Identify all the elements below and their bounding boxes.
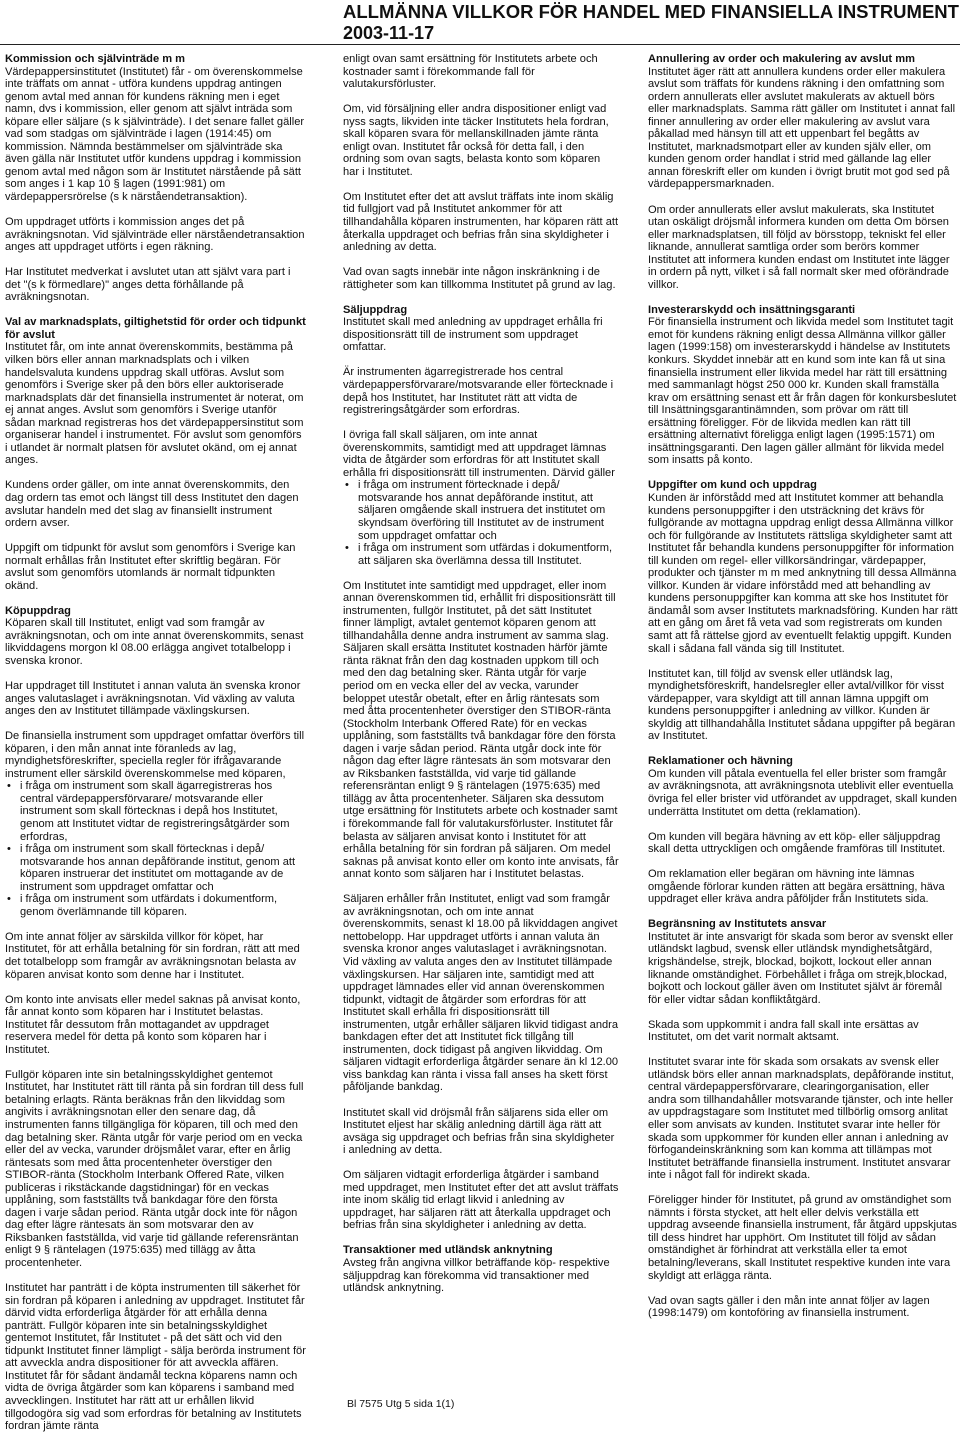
text-block: [5, 316, 307, 467]
text-block: [648, 918, 958, 1006]
text-block: [343, 103, 619, 178]
document-title: ALLMÄNNA VILLKOR FÖR HANDEL MED FINANSIELLA INSTRUMENT: [343, 1, 959, 22]
paragraph: Institutet har panträtt i de köpta instrumenten till säkerhet för sin fordran på köparen i anledning av uppdraget. Institutet får därvid vidta erforderliga åtgärder för att erhålla denna panträtt. Fullgör köparen inte sin betalningsskyldighet gentemot Institutet, får Institutet - på det sätt och vid den tidpunkt Institutet finner lämpligt - sälja berörda instrument för att avveckla andra dispositioner för att avveckla affären. Institutet får för sådant ändamål teckna köparens namn och vidta de övriga åtgärder som kan köparens i samband med avvecklingen. Institutet har rätt att ur erhållen likvid tillgodogöra sig vad som erfordras för betalning av Institutets fordran jämte ränta: [5, 1282, 306, 1433]
document-date: 2003-11-17: [343, 23, 435, 43]
section-heading: Transaktioner med utländsk anknytning: [343, 1244, 553, 1257]
paragraph: Om kunden vill påtala eventuella fel eller brister som framgår av avräkningsnota, att avräkningsnota uteblivit eller eventuella övriga fel eller brister vid utförandet av uppdraget, skall kunden underrätta Institutet om detta (reklamation).: [648, 767, 957, 818]
text-block: [343, 266, 619, 291]
paragraph: Har uppdraget till Institutet i annan valuta än svenska kronor anges valutaslaget i avräkningsnotan. Vid växling av valuta anges den av Institutet tillämpade växlingskursen.: [5, 680, 301, 718]
paragraph: Institutet är inte ansvarigt för skada som beror av svenskt eller utländskt lagbud, svensk eller utländsk myndighetsåtgärd, krigshändelse, strejk, blockad, bojkott, lockout eller annan liknande omständighet. Förbehållet i fråga om strejk,blockad, bojkott och lockout gäller även om Institutet självt är föremål för eller vidtar sådan konfliktåtgärd.: [648, 930, 954, 1006]
paragraph: Är instrumenten ägarregistrerade hos central värdepappersförvarare/motsvarande eller förtecknade i depå hos Institutet, har Institutet rätt att vidta de registreringsåtgärder som erfordras.: [343, 366, 614, 417]
section-heading: Val av marknadsplats, giltighetstid för order och tidpunkt för avslut: [5, 316, 306, 341]
paragraph: Institutet skall med anledning av uppdraget erhålla fri dispositionsrätt till de instrument som uppdraget omfattar.: [343, 316, 603, 354]
text-block: [5, 266, 307, 304]
paragraph: Om kunden vill begära hävning av ett köp- eller säljuppdrag skall detta uttryckligen och omgående framföras till Institutet.: [648, 830, 946, 856]
paragraph: Om, vid försäljning eller andra dispositioner enligt vad nyss sagts, likviden inte täcker Institutets hela fordran, skall köparen svara för mellanskillnaden jämte ränta enligt ovan. Institutet får också för detta fall, i den ordning som ovan sagts, belasta konto som köparen har i Institutet.: [343, 103, 609, 178]
paragraph: Om order annullerats eller avslut makulerats, ska Institutet utan oskäligt dröjsmål informera kunden om detta Om börsen eller marknadsplatsen, till följd av börsstopp, tekniskt fel eller liknande, annullerat samtliga order som berörs kommer Institutet att informera kunden endast om Institutet inte lägger in ordern på nytt, vilket i så fall normalt sker med oförändrade villkor.: [648, 203, 950, 291]
document-header: [343, 1, 959, 44]
paragraph: Säljaren erhåller från Institutet, enligt vad som framgår av avräkningsnotan, och om inte annat överenskommits, senast kl 18.00 på likviddagen angivet nettobelopp. Har uppdraget utförts i annan valuta än svenska kronor anges valutaslaget i avräkningsnotan. Vid växling av valuta anges den av Institutet tillämpade växlingskursen. Har säljaren inte, samtidigt med att uppdraget lämnades eller vid annan överenskommen tidpunkt, vidtagit de åtgärder som erfordras för att Institutet skall erhålla fri dispositionsrätt till instrumenten, utgår erhåller säljaren likvid tidigast andra bankdagen efter det att Institutet fick tillgång till instrumenten, dock tidigast på angiven likviddag. Om säljaren vidtagit erforderliga åtgärder senare än kl 12.00 viss bankdag kan ränta i vissa fall anses ha skett först påföljande bankdag.: [343, 893, 619, 1094]
text-block: [648, 304, 958, 467]
paragraph: enligt ovan samt ersättning för Institutets arbete och kostnader samt i förekommande fall för valutakursförluster.: [343, 53, 598, 91]
section-heading: Investerarskydd och insättningsgaranti: [648, 303, 856, 316]
paragraph: Har Institutet medverkat i avslutet utan att självt vara part i det "(s k förmedlare)" anges detta förhållande på avräkningsnotan.: [5, 266, 291, 304]
text-block: [648, 1019, 958, 1044]
text-block: [648, 479, 958, 655]
paragraph: Skada som uppkommit i andra fall skall inte ersättas av Institutet, om det varit normalt aktsamt.: [648, 1018, 919, 1044]
paragraph: Om säljaren vidtagit erforderliga åtgärder i samband med uppdraget, men Institutet efter det att avslut träffats inte inom skälig tid erlagt likvid i anledning av uppdraget, har säljaren rätt att återkalla uppdraget och befrias från sina skyldigheter i anledning av detta.: [343, 1169, 619, 1232]
text-block: [343, 191, 619, 254]
form-number-footer: Bl 7575 Utg 5 sida 1(1): [347, 1398, 455, 1410]
paragraph: Föreligger hinder för Institutet, på grund av omständighet som nämnts i första stycket, att helt eller delvis verkställa ett uppdrag avseende finansiella instrument, får åtgärd uppskjutas till dess hindret har upphört. Om Institutet till följd av sådan omständighet är förhindrat att verkställa eller ta emot betalning/leverans, skall Institutet respektive kunden inte vara skyldigt att erlägga ränta.: [648, 1194, 957, 1282]
paragraph: Fullgör köparen inte sin betalningsskyldighet gentemot Institutet, har Institutet rätt till ränta på sin fordran till dess full betalning erlagts. Ränta beräknas från den likviddag som angivits i avräkningsnotan eller den senare dag, då instrumenten fanns tillgängliga för köparen, till och med den dag betalning sker. Ränta utgår för varje period om en vecka eller del av vecka, varunder dröjsmålet varar, efter en årlig räntesats som med åtta procentenheter överstiger den STIBOR-ränta (Stockholm Interbank Offered Rate, vilken publiceras i rikstäckande dagstidningar) för en veckas upplåning, som fastställts två bankdagar före den första dagen i varje sådan period. Ränta utgår dock inte för någon dag efter lägre räntesats än som motsvarar den av Riksbanken fastställda, vid varje tid gällande referensräntan enligt 9 § räntelagen (1975:635) med tillägg av åtta procentenheter.: [5, 1068, 304, 1269]
section-heading: Uppgifter om kund och uppdrag: [648, 479, 817, 492]
bullet-item: • i fråga om instrument som utfärdats i dokumentform, genom överlämnande till köparen.: [5, 893, 307, 918]
text-block: [343, 1107, 619, 1157]
bullet-item: • i fråga om instrument som utfärdas i dokumentform, att säljaren ska överlämna dessa till Institutet.: [343, 542, 619, 567]
bullet-item: • i fråga om instrument som skall förtecknas i depå/ motsvarande hos annan depåförande institut, genom att köparen instruerar det institutet om mottagande av de instrument som uppdraget omfattar och: [5, 843, 307, 893]
text-block: [648, 1295, 958, 1320]
paragraph: Institutet svarar inte för skada som orsakats av svensk eller utländsk börs eller annan marknadsplats, depåförande institut, central värdepappersförvarare, clearingorganisation, eller andra som tillhandahåller motsvarande tjänster, och inte heller av uppdragstagare som Institutet med tillbörlig omsorg anlitat eller som anvisats av kunden. Institutet svarar inte heller för skada som uppkommer för kunden eller annan i anledning av förfogandeinskränkning som kan komma att tillämpas mot Institutet beträffande finansiella instrument. Institutet ansvarar inte i något fall för indirekt skada.: [648, 1056, 954, 1182]
text-block: [648, 204, 958, 292]
text-block: [5, 605, 307, 668]
paragraph: I övriga fall skall säljaren, om inte annat överenskommits, samtidigt med att uppdraget lämnas vidta de åtgärder som erfordras för att Institutet skall erhålla fri dispositionsrätt till instrumenten. Därvid gäller: [343, 429, 615, 479]
paragraph: För finansiella instrument och likvida medel som Institutet tagit emot för kundens räkning enligt dessa Allmänna villkor gäller lagen (1999:158) om investerarskydd i händelse av Institutets konkurs. Skyddet innebär att en kund som inte kan få ut sina finansiella instrument eller likvida medel har rätt till ersättning med sammanlagt högst 250 000 kr. Kunden skall framställa krav om ersättning senast ett år från dagen för konkursbeslutet till Insättningsgarantinämnden, som prövar om rätt till ersättning föreligger. För de likvida medlen kan rätt till ersättning alternativt föreligga enligt lagen (1995:1571) om insättningsgaranti. Den lagen gäller allmänt för likvida medel som insatts på konto.: [648, 316, 957, 467]
paragraph: Vad ovan sagts gäller i den mån inte annat följer av lagen (1998:1479) om kontoföring av finansiella instrument.: [648, 1294, 930, 1320]
bullet-item: • i fråga om instrument förtecknade i depå/ motsvarande hos annat depåförande institut, att säljaren omgående skall instruera det institutet om skyndsam överföring till Institutet av de instrument som uppdraget omfattar och: [343, 479, 619, 542]
text-block: [5, 53, 307, 204]
text-block: [648, 831, 958, 856]
text-block: [343, 429, 619, 567]
paragraph: Institutet får, om inte annat överenskommits, bestämma på vilken börs eller annan marknadsplats och i vilken handelsvaluta kundens uppdrag skall utföras. Avslut som genomförs i Sverige sker på den börs eller auktoriserade marknadsplats där det finansiella instrumentet är noterat, om ej annat anges. Avslut som genomförs i Sverige utanför sådan marknad registreras hos det värdepappersinstitut som organiserar handel i instrumentet. För avslut som genomförs i utlandet är normalt platsen för avslutet okänd, om ej annat anges.: [5, 341, 304, 467]
text-block: [5, 216, 307, 254]
paragraph: Uppgift om tidpunkt för avslut som genomförs i Sverige kan normalt erhållas från Institutet efter skriftlig begäran. För avslut som genomförs utomlands är normalt tidpunkten okänd.: [5, 542, 296, 592]
text-block: [648, 1056, 958, 1181]
header-rule: [0, 44, 960, 45]
text-block: [343, 366, 619, 416]
text-column-1: [5, 53, 307, 1433]
paragraph: Om Institutet inte samtidigt med uppdraget, eller inom annan överenskommen tid, erhållit fri dispositionsrätt till instrumenten, fullgör Institutet, på det sätt Institutet finner lämpligt, avtalet gentemot köparen genom att tillhandahålla denne andra instrument av samma slag. Säljaren skall ersätta Institutet kostnaden härför jämte ränta räknat från den dag kostnaden uppkom till och med den dag betalning sker. Ränta utgår för varje period om en vecka eller del av vecka, varunder beloppet utestår obetalt, efter en årlig räntesats som med åtta procentenheter överstiger den STIBOR-ränta (Stockholm Interbank Offered Rate) för en veckas upplåning, som fastställts två bankdagar före den första dagen i varje sådan period. Ränta utgår dock inte för någon dag efter lägre räntesats än som motsvarar den av Riksbanken fastställda, vid varje tid gällande referensräntan enligt 9 § räntelagen (1975:635) med tillägg av åtta procentenheter. Säljaren ska dessutom utge ersättning för Institutets arbete och kostnader samt i förekommande fall för valutakursförluster. Institutet får belasta av säljaren anvisat konto i Institutet för att erhålla betalning för sin fordran på säljaren. Om medel saknas på anvisat konto eller om konto inte anvisats, får annat konto som säljaren har i Institutet belastas.: [343, 579, 619, 881]
text-block: [5, 1069, 307, 1270]
section-heading: Reklamationer och hävning: [648, 755, 793, 768]
paragraph: De finansiella instrument som uppdraget omfattar överförs till köparen, i den mån annat inte föranleds av lag, myndighetsföreskrifter, speciella regler för ifrågavarande instrument eller särskild överenskommelse med köparen,: [5, 730, 305, 780]
paragraph: Värdepappersinstitutet (Institutet) får - om överenskommelse inte träffats om annat - utföra kundens uppdrag antingen genom avtal med annan för kundens räkning men i eget namn, dvs i kommission, eller genom att självt inträda som köpare eller säljare (s k självinträde). I det senare fallet gäller vad som stadgas om självinträde i lagen (1914:45) om kommission. Nämnda bestämmelser om självinträde ska även gälla när Institutet utför kundens uppdrag i kommission genom avtal med någon som är Institutet närstående på sätt som anges i 1 kap 10 § lagen (1991:981) om värdepappersrörelse (s k närståendetransaktion).: [5, 65, 305, 204]
bullet-list: [5, 780, 307, 918]
text-block: [5, 994, 307, 1057]
paragraph: Om inte annat följer av särskilda villkor för köpet, har Institutet, för att erhålla betalning för sin fordran, rätt att med det totalbelopp som framgår av avräkningsnotan belasta av köparen anvisat konto som denne har i Institutet.: [5, 930, 300, 981]
text-block: [5, 542, 307, 592]
paragraph: Institutet skall vid dröjsmål från säljarens sida eller om Institutet eljest har skälig anledning därtill äga rätt att avsäga sig uppdraget och befrias från sina skyldigheter i anledning av detta.: [343, 1106, 615, 1157]
text-block: [343, 53, 619, 91]
text-block: [343, 304, 619, 354]
text-block: [648, 53, 958, 191]
paragraph: Om uppdraget utförts i kommission anges det på avräkningsnotan. Vid självinträde eller närståendetransaktion anges att uppdraget utförts i egen räkning.: [5, 216, 305, 254]
text-block: [343, 1244, 619, 1294]
paragraph: Institutet äger rätt att annullera kundens order eller makulera avslut som träffats för kundens räkning i den omfattning som ordern annullerats eller avslutet makulerats av aktuell börs eller marknadsplats. Samma rätt gäller om Institutet i annat fall finner annullering av order eller makulering av avslut vara påkallad med hänsyn till att ett uppenbart fel begåtts av Institutet, marknadsmotpart eller av kunden själv eller, om kunden genom order handlat i strid med gällande lag eller annan föreskrift eller om kunden i övrigt brutit mot god sed på värdepappersmarknaden.: [648, 65, 956, 191]
text-block: [648, 868, 958, 906]
paragraph: Kunden är införstådd med att Institutet kommer att behandla kundens personuppgifter i den utsträckning det krävs för fullgörande av mottagna uppdrag enligt dessa Allmänna villkor och för fullgörande av Institutets rättsliga skyldigheter samt att Institutet får behandla kundens personuppgifter för information till kunden om regel- eller villkorsändringar, värdepapper, produkter och tjänster m m med anknytning till dessa Allmänna villkor. Kunden är vidare införstådd med att behandling av kundens personuppgifter kan komma att ske hos Institutet för ändamål som avser Institutets marknadsföring. Kunden har rätt att en gång om året få veta vad som registrerats om kunden samt att få rättelse gjord av eventuellt felaktig uppgift. Kunden skall i sådana fall vända sig till Institutet.: [648, 492, 958, 655]
text-block: [5, 1282, 307, 1433]
section-heading: Kommission och självinträde m m: [5, 53, 186, 65]
text-block: [5, 680, 307, 718]
text-block: [648, 755, 958, 818]
paragraph: Vad ovan sagts innebär inte någon inskränkning i de rättigheter som kan tillkomma Institutet på grund av lag.: [343, 266, 616, 291]
paragraph: Om konto inte anvisats eller medel saknas på anvisat konto, får annat konto som köparen har i Institutet belastas. Institutet får dessutom från mottagandet av uppdraget reservera medel för detta på konto som köparen har i Institutet.: [5, 993, 301, 1056]
text-column-3: [648, 53, 958, 1393]
text-block: [5, 730, 307, 918]
text-block: [5, 931, 307, 981]
section-heading: Annullering av order och makulering av avslut mm: [648, 53, 915, 65]
text-block: [343, 893, 619, 1094]
text-block: [343, 580, 619, 881]
bullet-list: [343, 479, 619, 567]
section-heading: Begränsning av Institutets ansvar: [648, 918, 827, 931]
paragraph: Om reklamation eller begäran om hävning inte lämnas omgående förlorar kunden rätten att begära ersättning, häva uppdraget eller kräva andra påföljder från Institutets sida.: [648, 868, 945, 906]
text-block: [343, 1169, 619, 1232]
bullet-item: • i fråga om instrument som skall ägarregistreras hos central värdepappersförvarare/ motsvarande eller instrument som skall förtecknas i depå hos Institutet, genom att Institutet vidtar de registreringsåtgärder som erfordras,: [5, 780, 307, 843]
text-block: [5, 479, 307, 529]
text-block: [648, 668, 958, 743]
text-block: [648, 1194, 958, 1282]
paragraph: Kundens order gäller, om inte annat överenskommits, den dag ordern tas emot och längst till dess Institutet den dagen avslutar handeln med det slag av finansiellt instrument ordern avser.: [5, 479, 299, 530]
paragraph: Om Institutet efter det att avslut träffats inte inom skälig tid fullgjort vad på Institutet ankommer för att tillhandahålla köparen instrumenten, har köparen rätt att återkalla uppdraget och befrias från sina skyldigheter i anledning av detta.: [343, 190, 619, 254]
paragraph: Institutet kan, till följd av svensk eller utländsk lag, myndighetsföreskrift, handelsregler eller avtal/villkor för visst värdepapper, vara skyldigt att till annan lämna uppgift om kundens personuppgifter i anledning av villkor. Kunden är skyldig att tillhandahålla Institutet sådana uppgifter på begäran av Institutet.: [648, 667, 956, 743]
text-column-2: [343, 53, 619, 1343]
paragraph: Köparen skall till Institutet, enligt vad som framgår av avräkningsnotan, och om inte annat överenskommits, senast likviddagens morgon kl 08.00 erlägga angivet totalbelopp i svenska kronor.: [5, 617, 304, 667]
section-heading: Köpuppdrag: [5, 604, 71, 617]
paragraph: Avsteg från angivna villkor beträffande köp- respektive säljuppdrag kan förekomma vid transaktioner med utländsk anknytning.: [343, 1256, 610, 1295]
section-heading: Säljuppdrag: [343, 303, 408, 316]
